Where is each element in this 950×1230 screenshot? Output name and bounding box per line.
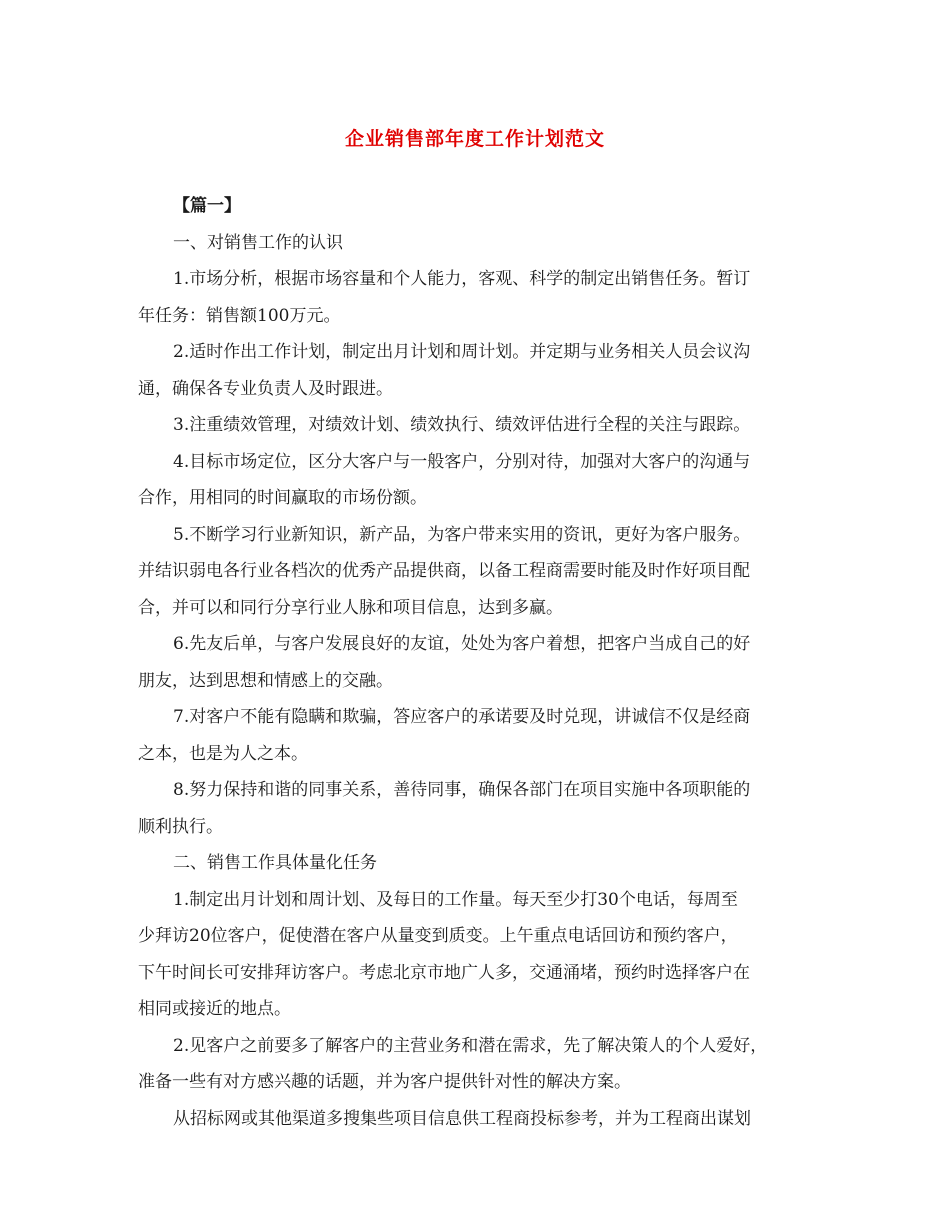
- paragraph-line: 年任务：销售额100万元。: [138, 305, 341, 326]
- paragraph-line: 2.见客户之前要多了解客户的主营业务和潜在需求，先了解决策人的个人爱好，: [173, 1035, 768, 1056]
- paragraph-line: 合作，用相同的时间赢取的市场份额。: [138, 488, 427, 508]
- paragraph-line: 通，确保各专业负责人及时跟进。: [138, 378, 393, 399]
- paragraph-line: 之本，也是为人之本。: [138, 743, 308, 764]
- paragraph-line: 4.目标市场定位，区分大客户与一般客户，分别对待，加强对大客户的沟通与: [173, 451, 751, 472]
- paragraph-line: 2.适时作出工作计划，制定出月计划和周计划。并定期与业务相关人员会议沟: [173, 342, 751, 362]
- paragraph-line: 并结识弱电各行业各档次的优秀产品提供商，以备工程商需要时能及时作好项目配: [138, 561, 750, 581]
- paragraph-line: 从招标网或其他渠道多搜集些项目信息供工程商投标参考，并为工程商出谋划: [173, 1108, 751, 1129]
- document-title: 企业销售部年度工作计划范文: [344, 128, 605, 150]
- paragraph-line: 5.不断学习行业新知识，新产品，为客户带来实用的资讯，更好为客户服务。: [173, 524, 751, 545]
- paragraph-line: 合，并可以和同行分享行业人脉和项目信息，达到多赢。: [138, 597, 563, 618]
- paragraph-line: 8.努力保持和谐的同事关系，善待同事，确保各部门在项目实施中各项职能的: [173, 780, 751, 800]
- paragraph-line: 7.对客户不能有隐瞒和欺骗，答应客户的承诺要及时兑现，讲诚信不仅是经商: [173, 707, 751, 727]
- heading-2: 二、销售工作具体量化任务: [173, 853, 377, 873]
- heading-1: 一、对销售工作的认识: [173, 232, 343, 253]
- document-body: [138, 188, 818, 1137]
- paragraph-line: 1.制定出月计划和周计划、及每日的工作量。每天至少打30个电话，每周至: [173, 889, 738, 910]
- paragraph-line: 3.注重绩效管理，对绩效计划、绩效执行、绩效评估进行全程的关注与跟踪。: [173, 415, 751, 435]
- paragraph-line: 下午时间长可安排拜访客户。考虑北京市地广人多，交通涌堵，预约时选择客户在: [138, 962, 750, 983]
- paragraph-line: 准备一些有对方感兴趣的话题，并为客户提供针对性的解决方案。: [138, 1072, 631, 1092]
- paragraph-line: 1.市场分析，根据市场容量和个人能力，客观、科学的制定出销售任务。暂订: [173, 269, 751, 289]
- paragraph-line: 朋友，达到思想和情感上的交融。: [138, 670, 393, 691]
- paragraph-line: 少拜访20位客户，促使潜在客户从量变到质变。上午重点电话回访和预约客户，: [138, 926, 738, 946]
- paragraph-line: 相同或接近的地点。: [138, 999, 291, 1019]
- section-label: 【篇一】: [173, 196, 241, 216]
- paragraph-line: 6.先友后单，与客户发展良好的友谊，处处为客户着想，把客户当成自己的好: [173, 634, 751, 654]
- paragraph-line: 顺利执行。: [138, 816, 223, 837]
